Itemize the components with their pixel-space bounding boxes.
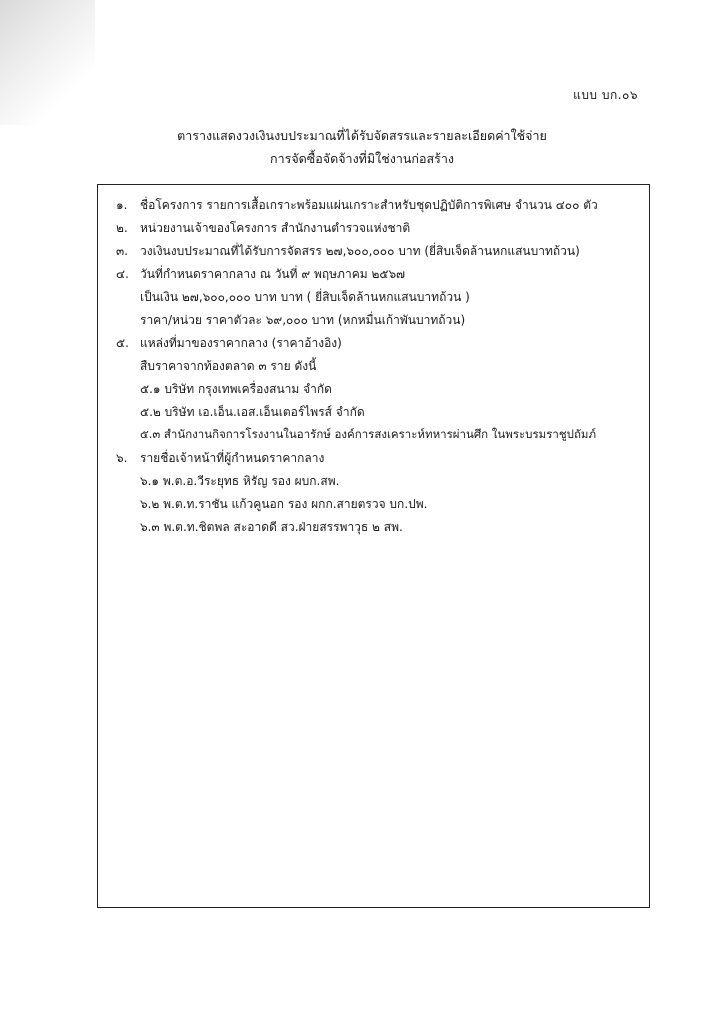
list-item [140,380,332,399]
list-item [116,334,342,353]
item-text: ๖.๑ พ.ต.อ.วีระยุทธ หิรัญ รอง ผบก.สพ. [140,474,340,488]
item-text: ๖.๓ พ.ต.ท.ชิตพล สะอาดดี สว.ฝ่ายสรรพาวุธ ๒ สพ. [140,520,403,534]
list-item [140,495,427,514]
list-item [140,357,316,376]
scan-shadow [0,0,95,125]
item-text: ๖.๒ พ.ต.ท.ราชัน แก้วคูนอก รอง ผกก.สายตรวจ บก.ปพ. [140,497,428,511]
item-text: ๕.๒ บริษัท เอ.เอ็น.เอส.เอ็นเตอร์ไพรส์ จำกัด [140,405,365,419]
item-text: ราคา/หน่วย ราคาตัวละ ๖๙,๐๐๐ บาท (หกหมื่นเก้าพันบาทถ้วน) [140,313,466,327]
list-item [140,426,596,444]
list-item [140,518,403,537]
item-text: วันที่กำหนดราคากลาง ณ วันที่ ๙ พฤษภาคม ๒๕๖๗ [140,267,406,281]
item-number: ๖. [116,451,128,465]
item-text: วงเงินงบประมาณที่ได้รับการจัดสรร ๒๗,๖๐๐,๐๐๐ บาท (ยี่สิบเจ็ดล้านหกแสนบาทถ้วน) [140,244,580,258]
item-text: สืบราคาจากท้องตลาด ๓ ราย ดังนี้ [140,359,317,373]
item-text: แหล่งที่มาของราคากลาง (ราคาอ้างอิง) [140,336,342,350]
item-text: ชื่อโครงการ รายการเสื้อเกราะพร้อมแผ่นเกราะสำหรับชุดปฏิบัติการพิเศษ จำนวน ๔๐๐ ตัว [140,198,598,212]
list-item [140,288,470,307]
document-subtitle: การจัดซื้อจัดจ้างที่มิใช่งานก่อสร้าง [270,151,454,166]
list-item [116,449,324,468]
item-number: ๔. [116,267,129,281]
item-number: ๓. [116,244,129,258]
list-item [140,311,465,330]
list-item [140,403,365,422]
item-number: ๑. [116,198,128,212]
item-text: หน่วยงานเจ้าของโครงการ สำนักงานตำรวจแห่งชาติ [140,221,411,235]
document-title: ตารางแสดงวงเงินงบประมาณที่ได้รับจัดสรรและรายละเอียดค่าใช้จ่าย [177,128,547,143]
list-item [116,196,598,215]
item-number: ๕. [116,336,129,350]
form-code: แบบ บก.๐๖ [573,88,638,102]
list-item [116,265,405,284]
item-text: รายชื่อเจ้าหน้าที่ผู้กำหนดราคากลาง [140,451,325,465]
item-text: ๕.๑ บริษัท กรุงเทพเครื่องสนาม จำกัด [140,382,332,396]
list-item [116,219,410,238]
item-text: ๕.๓ สำนักงานกิจการโรงงานในอารักษ์ องค์การสงเคราะห์ทหารผ่านศึก ในพระบรมราชูปถัมภ์ [140,427,597,441]
list-item [140,472,339,491]
list-item [116,242,580,261]
item-number: ๒. [116,221,128,235]
item-text: เป็นเงิน ๒๗,๖๐๐,๐๐๐ บาท บาท ( ยี่สิบเจ็ดล้านหกแสนบาทถ้วน ) [140,290,470,304]
